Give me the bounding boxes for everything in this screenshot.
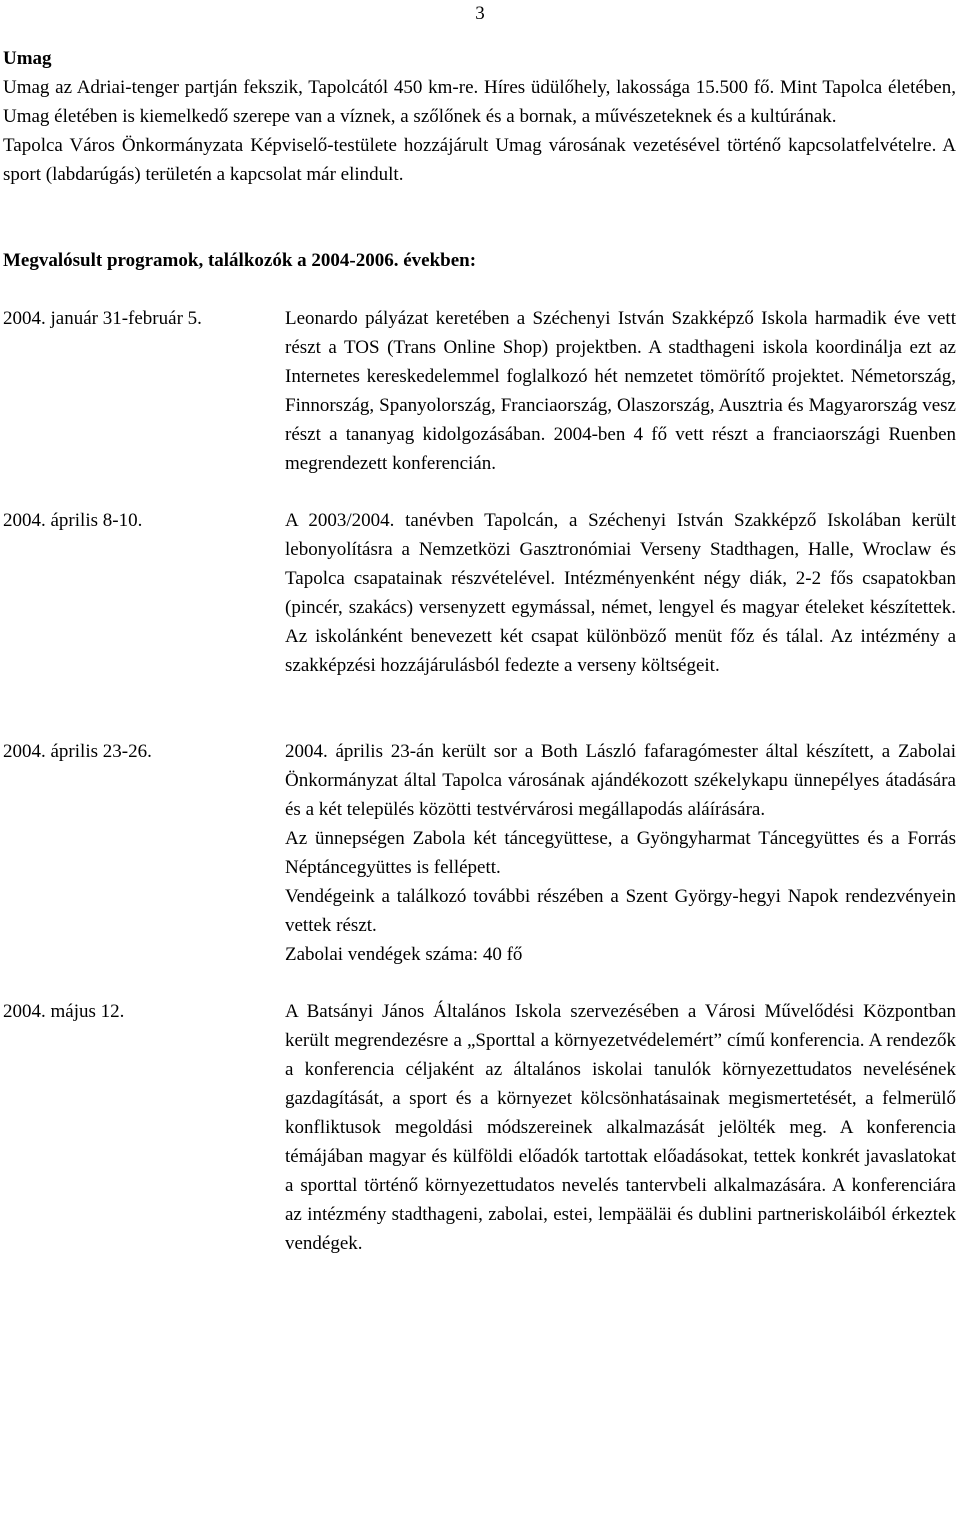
event-description xyxy=(285,997,956,1258)
section-title: Umag xyxy=(3,48,52,69)
event-date: 2004. április 23-26. xyxy=(3,741,152,762)
page-number-text: 3 xyxy=(475,3,485,24)
document-page xyxy=(3,44,956,1258)
event-paragraph: Zabolai vendégek száma: 40 fő xyxy=(285,944,523,965)
intro-paragraph-2: Tapolca Város Önkormányzata Képviselő-testülete hozzájárult Umag városának vezetésével történő kapcsolatfelvételre. A sport (labdarúgás) területén a kapcsolat már elindult. xyxy=(3,135,956,185)
event-paragraph: A 2003/2004. tanévben Tapolcán, a Széchenyi István Szakképző Iskolában került lebonyolításra a Nemzetközi Gasztronómiai Verseny Stadthagen, Halle, Wroclaw és Tapolca csapatainak részvételével. Intézményenként négy diák, 2-2 fős csapatokban (pincér, szakács) versenyzett egymással, német, lengyel és magyar ételeket készítettek. Az iskolánként benevezett két csapat különböző menüt főz és tálal. Az intézmény a szakképzési hozzájárulásból fedezte a verseny költségeit. xyxy=(285,510,956,676)
event-description xyxy=(285,737,956,969)
event-item xyxy=(3,737,956,969)
page-number xyxy=(0,0,960,28)
event-item xyxy=(3,997,956,1258)
event-description xyxy=(285,304,956,478)
event-paragraph: Az ünnepségen Zabola két táncegyüttese, a Gyöngyharmat Táncegyüttes és a Forrás Néptáncegyüttes is fellépett. xyxy=(285,828,956,878)
event-date: 2004. április 8-10. xyxy=(3,510,143,531)
event-date: 2004. május 12. xyxy=(3,1001,125,1022)
event-paragraph: 2004. április 23-án került sor a Both László fafaragómester által készített, a Zabolai Önkormányzat által Tapolca városának ajándékozott székelykapu ünnepélyes átadására és a két település közötti testvérvárosi megállapodás aláírására. xyxy=(285,741,956,820)
event-description xyxy=(285,506,956,680)
event-item xyxy=(3,506,956,680)
event-paragraph: A Batsányi János Általános Iskola szervezésében a Városi Művelődési Központban került megrendezésre a „Sporttal a környezetvédelemért” című konferencia. A rendezők a konferencia céljaként az általános iskolai tanulók környezettudatos nevelésének gazdagítását, a sport és a környezet kölcsönhatásainak megismertetését, a felmerülő konfliktusok megoldási módszereinek alkalmazását jelölték meg. A konferencia témájában magyar és külföldi előadók tartottak előadásokat, tettek konkrét javaslatokat a sporttal történő környezettudatos nevelés tantervbeli alkalmazására. A konferenciára az intézmény stadthageni, zabolai, estei, lempääläi és dublini partneriskoláiból érkeztek vendégek. xyxy=(285,1001,956,1254)
event-date: 2004. január 31-február 5. xyxy=(3,308,202,329)
programs-heading: Megvalósult programok, találkozók a 2004-2006. években: xyxy=(3,250,477,271)
event-item xyxy=(3,304,956,478)
event-paragraph: Leonardo pályázat keretében a Széchenyi István Szakképző Iskola harmadik éve vett részt a TOS (Trans Online Shop) projektben. A stadthageni iskola koordinálja ezt az Internetes kereskedelemmel foglalkozó hét nemzetet tömörítő projektet. Németország, Finnország, Spanyolország, Franciaország, Olaszország, Ausztria és Magyarország vesz részt a tananyag kidolgozásában. 2004-ben 4 fő vett részt a franciaországi Ruenben megrendezett konferencián. xyxy=(285,308,956,474)
intro-paragraph-1: Umag az Adriai-tenger partján fekszik, Tapolcától 450 km-re. Híres üdülőhely, lakossága 15.500 fő. Mint Tapolca életében, Umag életében is kiemelkedő szerepe van a víznek, a szőlőnek és a bornak, a művészeteknek és a kultúrának. xyxy=(3,77,956,127)
event-paragraph: Vendégeink a találkozó további részében a Szent György-hegyi Napok rendezvényein vettek részt. xyxy=(285,886,956,936)
